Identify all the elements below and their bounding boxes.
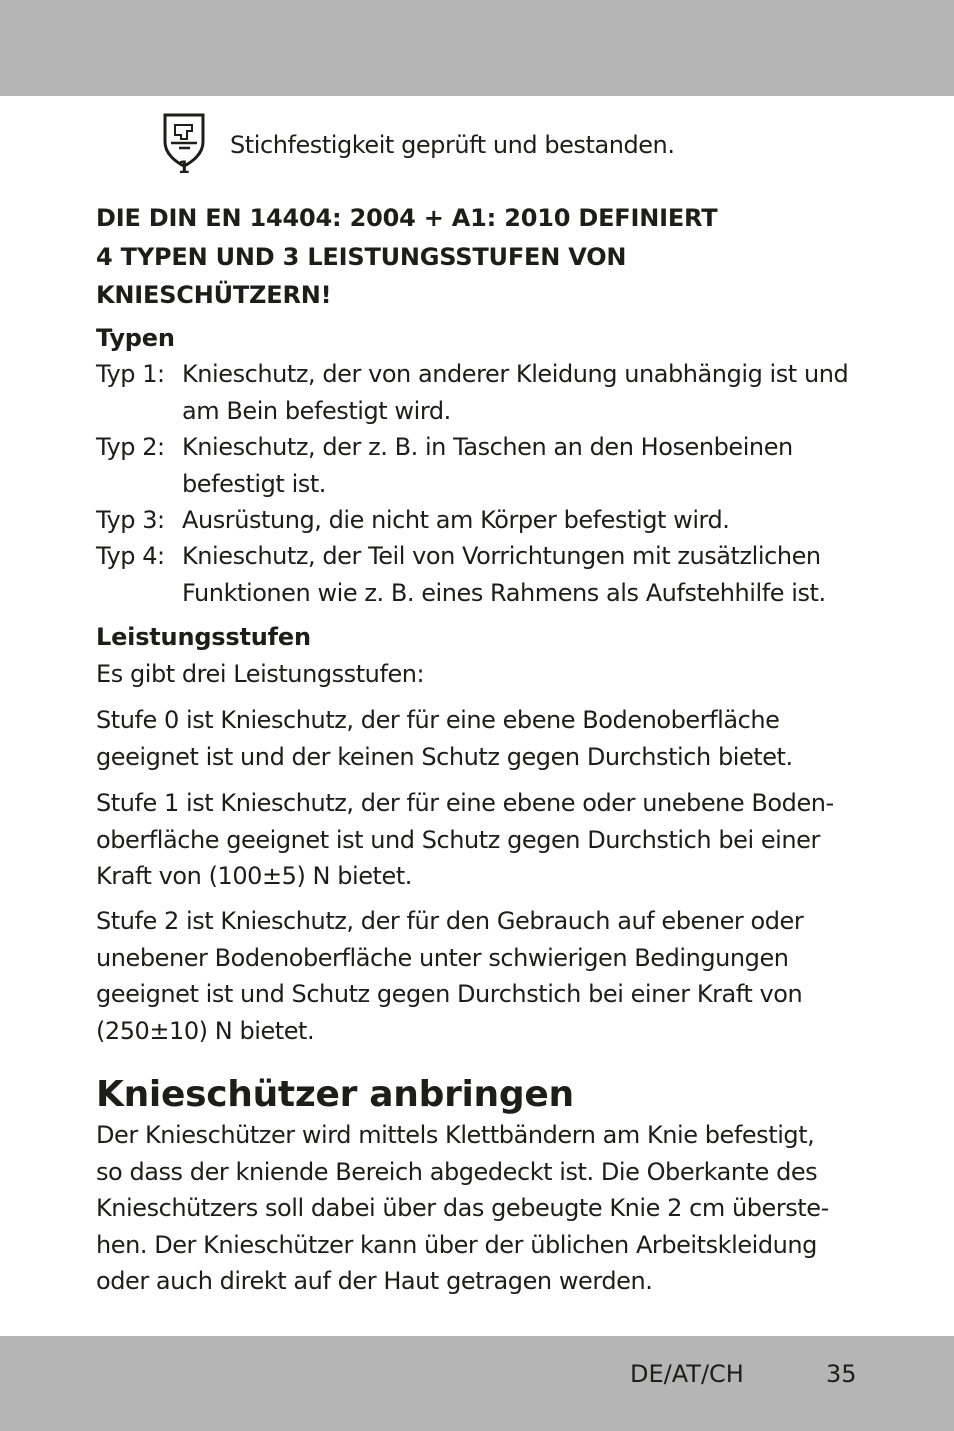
attach-line: so dass der kniende Bereich abgedeckt ist. Die Oberkante des bbox=[96, 1157, 818, 1186]
type-line: am Bein befestigt wird. bbox=[182, 396, 451, 425]
level-line: unebener Bodenoberfläche unter schwierigen Bedingungen bbox=[96, 943, 789, 972]
level-line: Stufe 2 ist Knieschutz, der für den Gebrauch auf ebener oder bbox=[96, 907, 804, 935]
type-label: Typ 3: bbox=[96, 506, 165, 534]
section-title: Knieschützer anbringen bbox=[96, 1074, 574, 1115]
attach-line: Der Knieschützer wird mittels Klettbändern am Knie befestigt, bbox=[96, 1121, 815, 1149]
level-line: geeignet ist und Schutz gegen Durchstich bei einer Kraft von bbox=[96, 980, 803, 1009]
level-paragraph bbox=[96, 903, 866, 1049]
attach-line: Knieschützers soll dabei über das gebeugte Knie 2 cm überste- bbox=[96, 1194, 829, 1223]
page-number: 35 bbox=[826, 1360, 857, 1388]
puncture-resistance-symbol bbox=[162, 112, 206, 178]
symbol-caption: Stichfestigkeit geprüft und bestanden. bbox=[230, 131, 675, 159]
type-line: Knieschutz, der Teil von Vorrichtungen mit zusätzlichen bbox=[182, 542, 821, 570]
level-paragraph bbox=[96, 785, 866, 895]
type-description bbox=[182, 538, 872, 611]
type-label: Typ 2: bbox=[96, 433, 165, 461]
type-description bbox=[182, 502, 872, 539]
headline-line: KNIESCHÜTZERN! bbox=[96, 281, 332, 309]
attach-line: oder auch direkt auf der Haut getragen werden. bbox=[96, 1267, 653, 1296]
type-label: Typ 4: bbox=[96, 542, 165, 570]
levels-heading: Leistungsstufen bbox=[96, 623, 311, 651]
level-line: Stufe 0 ist Knieschutz, der für eine ebene Bodenoberfläche bbox=[96, 706, 780, 734]
footer-region: DE/AT/CH bbox=[630, 1360, 744, 1388]
bottom-band bbox=[0, 1336, 954, 1431]
attach-line: hen. Der Knieschützer kann über der üblichen Arbeitskleidung bbox=[96, 1230, 817, 1259]
level-line: oberfläche geeignet ist und Schutz gegen Durchstich bei einer bbox=[96, 825, 820, 854]
level-paragraph bbox=[96, 702, 866, 775]
level-line: geeignet ist und der keinen Schutz gegen Durchstich bietet. bbox=[96, 742, 793, 771]
type-line: Knieschutz, der von anderer Kleidung unabhängig ist und bbox=[182, 360, 849, 388]
type-line: Knieschutz, der z. B. in Taschen an den Hosenbeinen bbox=[182, 433, 793, 461]
type-line: Funktionen wie z. B. eines Rahmens als Aufstehhilfe ist. bbox=[182, 578, 826, 607]
level-line: Kraft von (100±5) N bietet. bbox=[96, 862, 412, 891]
types-heading: Typen bbox=[96, 324, 175, 352]
type-label: Typ 1: bbox=[96, 360, 165, 388]
level-line: Stufe 1 ist Knieschutz, der für eine ebene oder unebene Boden- bbox=[96, 789, 834, 817]
levels-intro: Es gibt drei Leistungsstufen: bbox=[96, 660, 425, 688]
type-line: befestigt ist. bbox=[182, 469, 326, 498]
standard-headline bbox=[96, 199, 856, 315]
top-band bbox=[0, 0, 954, 96]
type-line: Ausrüstung, die nicht am Körper befestigt wird. bbox=[182, 506, 730, 534]
type-description bbox=[182, 429, 872, 502]
type-description bbox=[182, 356, 872, 429]
attach-paragraph bbox=[96, 1117, 866, 1300]
headline-line: 4 TYPEN UND 3 LEISTUNGSSTUFEN VON bbox=[96, 242, 627, 271]
symbol-number: 1 bbox=[178, 158, 190, 178]
level-line: (250±10) N bietet. bbox=[96, 1016, 315, 1045]
headline-line: DIE DIN EN 14404: 2004 + A1: 2010 DEFINIERT bbox=[96, 204, 718, 232]
